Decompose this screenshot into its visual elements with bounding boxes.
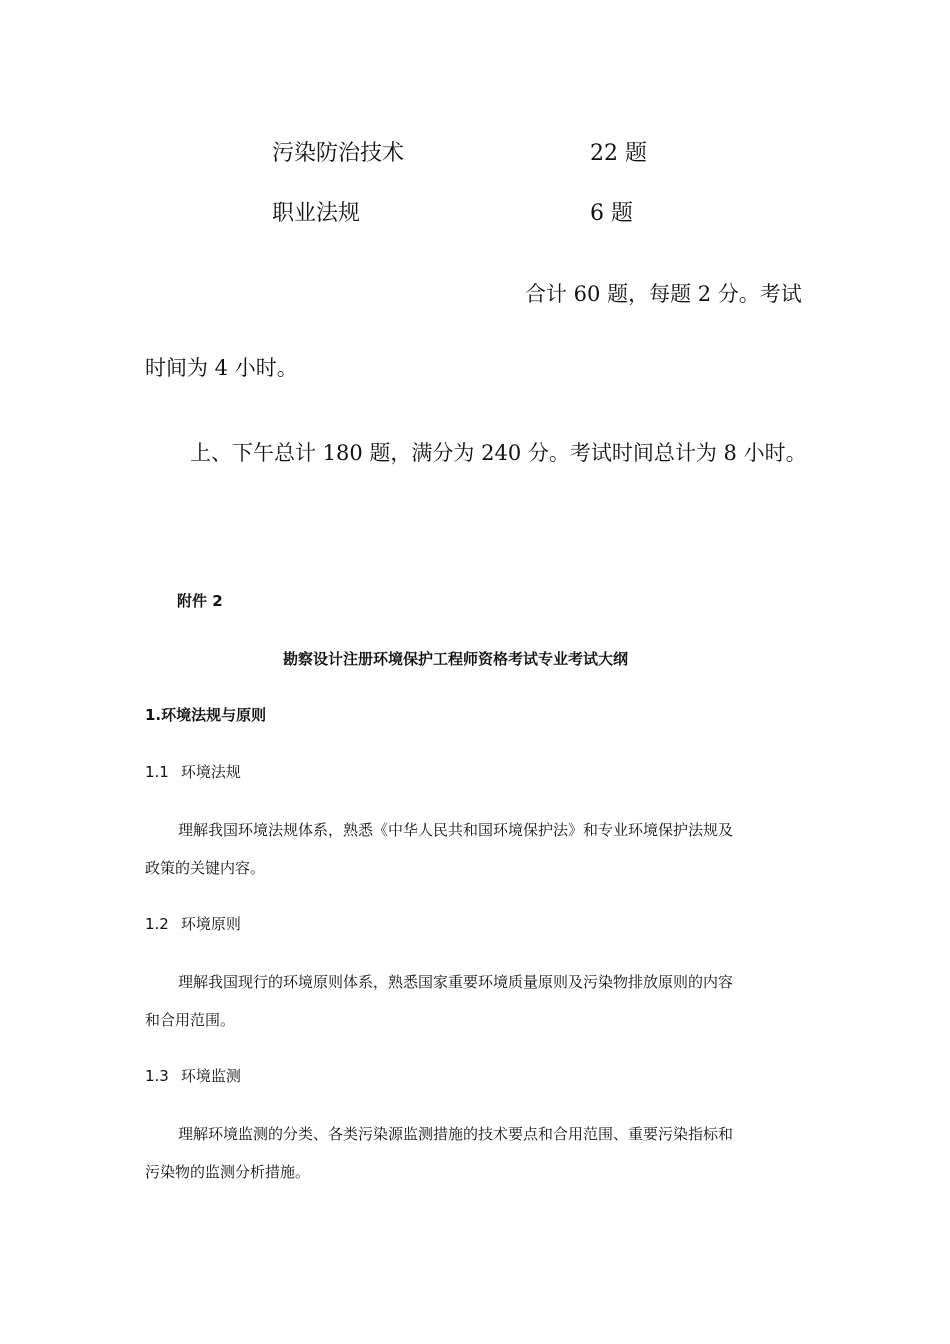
section-1-3-body-line1: 理解环境监测的分类、各类污染源监测措施的技术要点和合用范围、重要污染指标和: [178, 1125, 734, 1143]
section-1-2-body-line2: 和合用范围。: [145, 1011, 236, 1029]
section-1-3-number: 1.3: [145, 1067, 169, 1085]
section-1-2-heading: [145, 913, 241, 934]
appendix-title: 勘察设计注册环境保护工程师资格考试专业考试大纲: [283, 650, 629, 668]
subject-professional-regulations: 职业法规: [272, 201, 361, 226]
count-professional-regulations: 6 题: [590, 201, 633, 226]
section-1-2-number: 1.2: [145, 915, 169, 933]
subject-pollution-control: 污染防治技术: [272, 141, 405, 166]
day-total: 上、下午总计 180 题，满分为 240 分。考试时间总计为 8 小时。: [190, 441, 807, 465]
section-1-3-body-line2: 污染物的监测分析措施。: [145, 1163, 311, 1181]
section-1-3-title: 环境监测: [180, 1067, 241, 1085]
section-1-1-number: 1.1: [145, 763, 169, 781]
afternoon-total-line1: 合计 60 题，每题 2 分。考试: [525, 282, 802, 306]
section-1-1-heading: [145, 761, 241, 782]
section-1-2-title: 环境原则: [180, 915, 241, 933]
section-1-3-heading: [145, 1065, 241, 1086]
section-1-1-body-line2: 政策的关键内容。: [145, 859, 266, 877]
section-1-1-title: 环境法规: [180, 763, 241, 781]
section-1-1-body-line1: 理解我国环境法规体系，熟悉《中华人民共和国环境保护法》和专业环境保护法规及: [178, 821, 734, 839]
section-1-2-body-line1: 理解我国现行的环境原则体系，熟悉国家重要环境质量原则及污染物排放原则的内容: [178, 973, 734, 991]
section-1-heading: 1.环境法规与原则: [145, 706, 267, 724]
appendix-label: 附件 2: [177, 592, 223, 610]
afternoon-total-line2: 时间为 4 小时。: [145, 356, 298, 380]
count-pollution-control: 22 题: [590, 141, 647, 166]
